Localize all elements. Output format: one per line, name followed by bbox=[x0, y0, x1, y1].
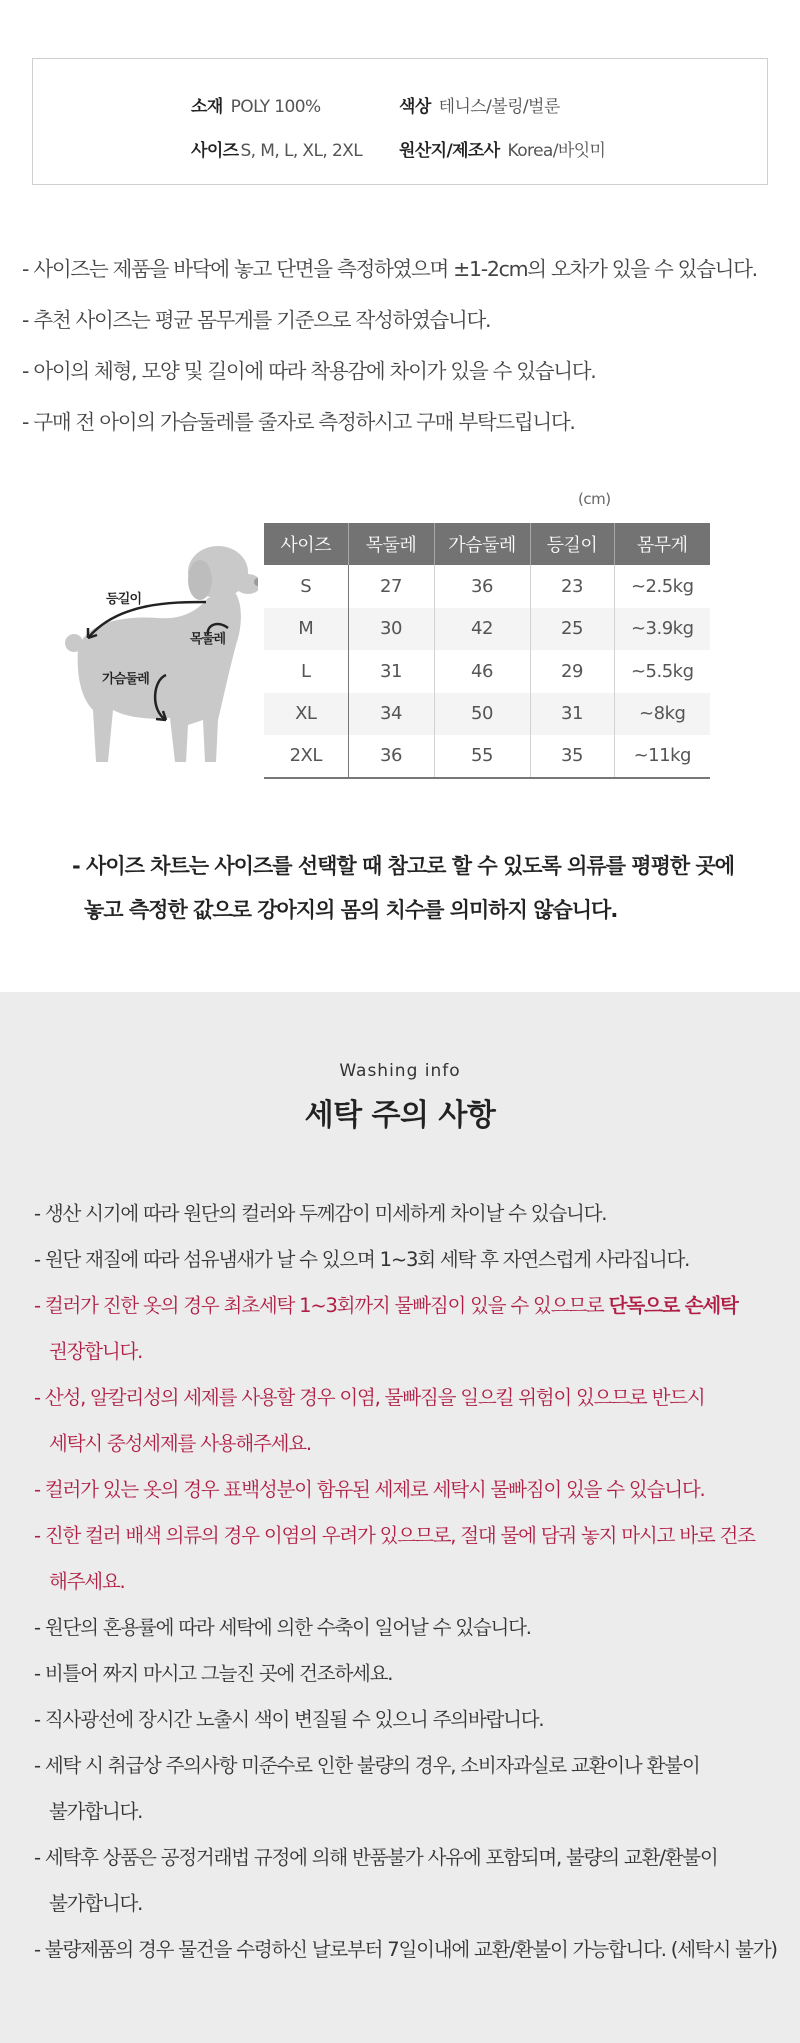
spec-origin bbox=[399, 136, 605, 161]
size-chart-header: 사이즈 bbox=[264, 523, 348, 565]
washing-info-section bbox=[0, 992, 800, 2043]
table-cell: 34 bbox=[348, 693, 434, 736]
table-cell: 31 bbox=[530, 693, 614, 736]
table-cell: L bbox=[264, 650, 348, 693]
dog-illustration bbox=[58, 540, 258, 770]
washing-line-text: - 원단 재질에 따라 섬유냄새가 날 수 있으며 1~3회 세탁 후 자연스럽게 사라집니다. bbox=[34, 1248, 690, 1271]
washing-title: 세탁 주의 사항 bbox=[304, 1098, 496, 1133]
table-cell: 29 bbox=[530, 650, 614, 693]
size-note: - 사이즈는 제품을 바닥에 놓고 단면을 측정하였으며 ±1-2cm의 오차가 있을 수 있습니다. bbox=[22, 257, 757, 281]
table-row bbox=[264, 565, 710, 608]
chart-note-line: - 사이즈 차트는 사이즈를 선택할 때 참고로 할 수 있도록 의류를 평평한 곳에 bbox=[72, 854, 735, 878]
table-row bbox=[264, 735, 710, 778]
size-note: - 구매 전 아이의 가슴둘레를 줄자로 측정하시고 구매 부탁드립니다. bbox=[22, 410, 575, 434]
washing-line bbox=[34, 1934, 794, 1980]
washing-line-text: - 직사광선에 장시간 노출시 색이 변질될 수 있으니 주의바랍니다. bbox=[34, 1708, 544, 1731]
washing-line-emphasis: 단독으로 손세탁 bbox=[608, 1294, 738, 1317]
table-cell: 25 bbox=[530, 608, 614, 651]
dog-silhouette-icon bbox=[58, 540, 258, 770]
spec-size-label: 사이즈 bbox=[191, 141, 239, 161]
washing-line bbox=[34, 1198, 794, 1244]
washing-line bbox=[34, 1566, 794, 1612]
table-cell: 36 bbox=[348, 735, 434, 778]
spec-box bbox=[32, 58, 768, 185]
washing-line-text: 불가합니다. bbox=[49, 1800, 143, 1823]
washing-line bbox=[34, 1796, 794, 1842]
table-cell: ~11kg bbox=[614, 735, 710, 778]
washing-line bbox=[34, 1474, 794, 1520]
size-chart-header-row bbox=[264, 523, 710, 565]
table-cell: ~3.9kg bbox=[614, 608, 710, 651]
washing-line bbox=[34, 1704, 794, 1750]
washing-line bbox=[34, 1842, 794, 1888]
table-row bbox=[264, 608, 710, 651]
size-unit-label: (cm) bbox=[578, 490, 611, 508]
washing-line bbox=[34, 1290, 794, 1336]
size-notes bbox=[22, 252, 792, 456]
size-chart-note bbox=[72, 850, 772, 938]
washing-line-text: - 진한 컬러 배색 의류의 경우 이염의 우려가 있으므로, 절대 물에 담궈 놓지 마시고 바로 건조 bbox=[34, 1524, 755, 1547]
size-chart-header: 목둘레 bbox=[348, 523, 434, 565]
table-cell: 35 bbox=[530, 735, 614, 778]
spec-color bbox=[399, 92, 560, 117]
washing-subtitle: Washing info bbox=[339, 1061, 461, 1081]
washing-line-text: 세탁시 중성세제를 사용해주세요. bbox=[49, 1432, 311, 1455]
table-cell: 50 bbox=[434, 693, 530, 736]
size-chart-header: 가슴둘레 bbox=[434, 523, 530, 565]
washing-line bbox=[34, 1612, 794, 1658]
washing-line-text: - 불량제품의 경우 물건을 수령하신 날로부터 7일이내에 교환/환불이 가능합니다. (세탁시 불가) bbox=[34, 1938, 777, 1961]
washing-line-text: - 산성, 알칼리성의 세제를 사용할 경우 이염, 물빠짐을 일으킬 위험이 있으므로 반드시 bbox=[34, 1386, 705, 1409]
washing-line bbox=[34, 1336, 794, 1382]
table-cell: ~2.5kg bbox=[630, 575, 694, 597]
washing-line-text: - 컬러가 진한 옷의 경우 최초세탁 1~3회까지 물빠짐이 있을 수 있으므로 bbox=[34, 1294, 609, 1317]
table-cell: 27 bbox=[348, 565, 434, 608]
chart-note-line: 놓고 측정한 값으로 강아지의 몸의 치수를 의미하지 않습니다. bbox=[84, 898, 618, 922]
washing-line-text: - 비틀어 짜지 마시고 그늘진 곳에 건조하세요. bbox=[34, 1662, 393, 1685]
dog-label-back: 등길이 bbox=[106, 592, 142, 607]
size-note: - 아이의 체형, 모양 및 길이에 따라 착용감에 차이가 있을 수 있습니다. bbox=[22, 359, 596, 383]
size-note: - 추천 사이즈는 평균 몸무게를 기준으로 작성하였습니다. bbox=[22, 308, 491, 332]
washing-line-text: 불가합니다. bbox=[49, 1892, 143, 1915]
washing-line-text: 권장합니다. bbox=[49, 1340, 143, 1363]
washing-list bbox=[34, 1198, 794, 1980]
table-cell: S bbox=[264, 565, 348, 608]
table-cell: XL bbox=[264, 693, 348, 736]
table-cell: 36 bbox=[434, 565, 530, 608]
spec-size bbox=[191, 136, 362, 161]
spec-color-value: 테니스/볼링/벌룬 bbox=[438, 97, 560, 117]
washing-line-text: - 컬러가 있는 옷의 경우 표백성분이 함유된 세제로 세탁시 물빠짐이 있을 수 있습니다. bbox=[34, 1478, 705, 1501]
washing-line bbox=[34, 1520, 794, 1566]
spec-size-value: S, M, L, XL, 2XL bbox=[240, 141, 363, 161]
washing-line bbox=[34, 1750, 794, 1796]
spec-color-label: 색상 bbox=[399, 97, 431, 117]
table-cell: 30 bbox=[348, 608, 434, 651]
washing-line bbox=[34, 1658, 794, 1704]
table-row bbox=[264, 693, 710, 736]
dog-label-chest: 가슴둘레 bbox=[102, 672, 150, 687]
size-chart-table bbox=[264, 523, 710, 779]
table-cell: M bbox=[264, 608, 348, 651]
table-cell: 2XL bbox=[264, 735, 348, 778]
washing-line-text: 해주세요. bbox=[49, 1570, 125, 1593]
washing-line-text: - 세탁 시 취급상 주의사항 미준수로 인한 불량의 경우, 소비자과실로 교환이나 환불이 bbox=[34, 1754, 700, 1777]
table-cell: 55 bbox=[434, 735, 530, 778]
table-cell: 23 bbox=[530, 565, 614, 608]
washing-line bbox=[34, 1244, 794, 1290]
table-cell: 42 bbox=[434, 608, 530, 651]
spec-material bbox=[191, 92, 321, 117]
washing-line-text: - 생산 시기에 따라 원단의 컬러와 두께감이 미세하게 차이날 수 있습니다. bbox=[34, 1202, 607, 1225]
washing-line-text: - 세탁후 상품은 공정거래법 규정에 의해 반품불가 사유에 포함되며, 불량의 교환/환불이 bbox=[34, 1846, 718, 1869]
dog-label-neck: 목둘레 bbox=[190, 632, 226, 647]
spec-material-label: 소재 bbox=[191, 97, 223, 117]
size-chart-header: 등길이 bbox=[530, 523, 614, 565]
table-cell: 31 bbox=[348, 650, 434, 693]
spec-origin-label: 원산지/제조사 bbox=[399, 141, 500, 161]
table-row bbox=[264, 650, 710, 693]
table-cell: 46 bbox=[434, 650, 530, 693]
washing-line bbox=[34, 1382, 794, 1428]
washing-line bbox=[34, 1428, 794, 1474]
spec-material-value: POLY 100% bbox=[230, 97, 321, 117]
washing-line-text: - 원단의 혼용률에 따라 세탁에 의한 수축이 일어날 수 있습니다. bbox=[34, 1616, 531, 1639]
washing-line bbox=[34, 1888, 794, 1934]
table-cell: ~8kg bbox=[614, 693, 710, 736]
size-chart-header: 몸무게 bbox=[614, 523, 710, 565]
table-cell: ~5.5kg bbox=[630, 660, 694, 682]
spec-origin-value: Korea/바잇미 bbox=[507, 141, 606, 161]
